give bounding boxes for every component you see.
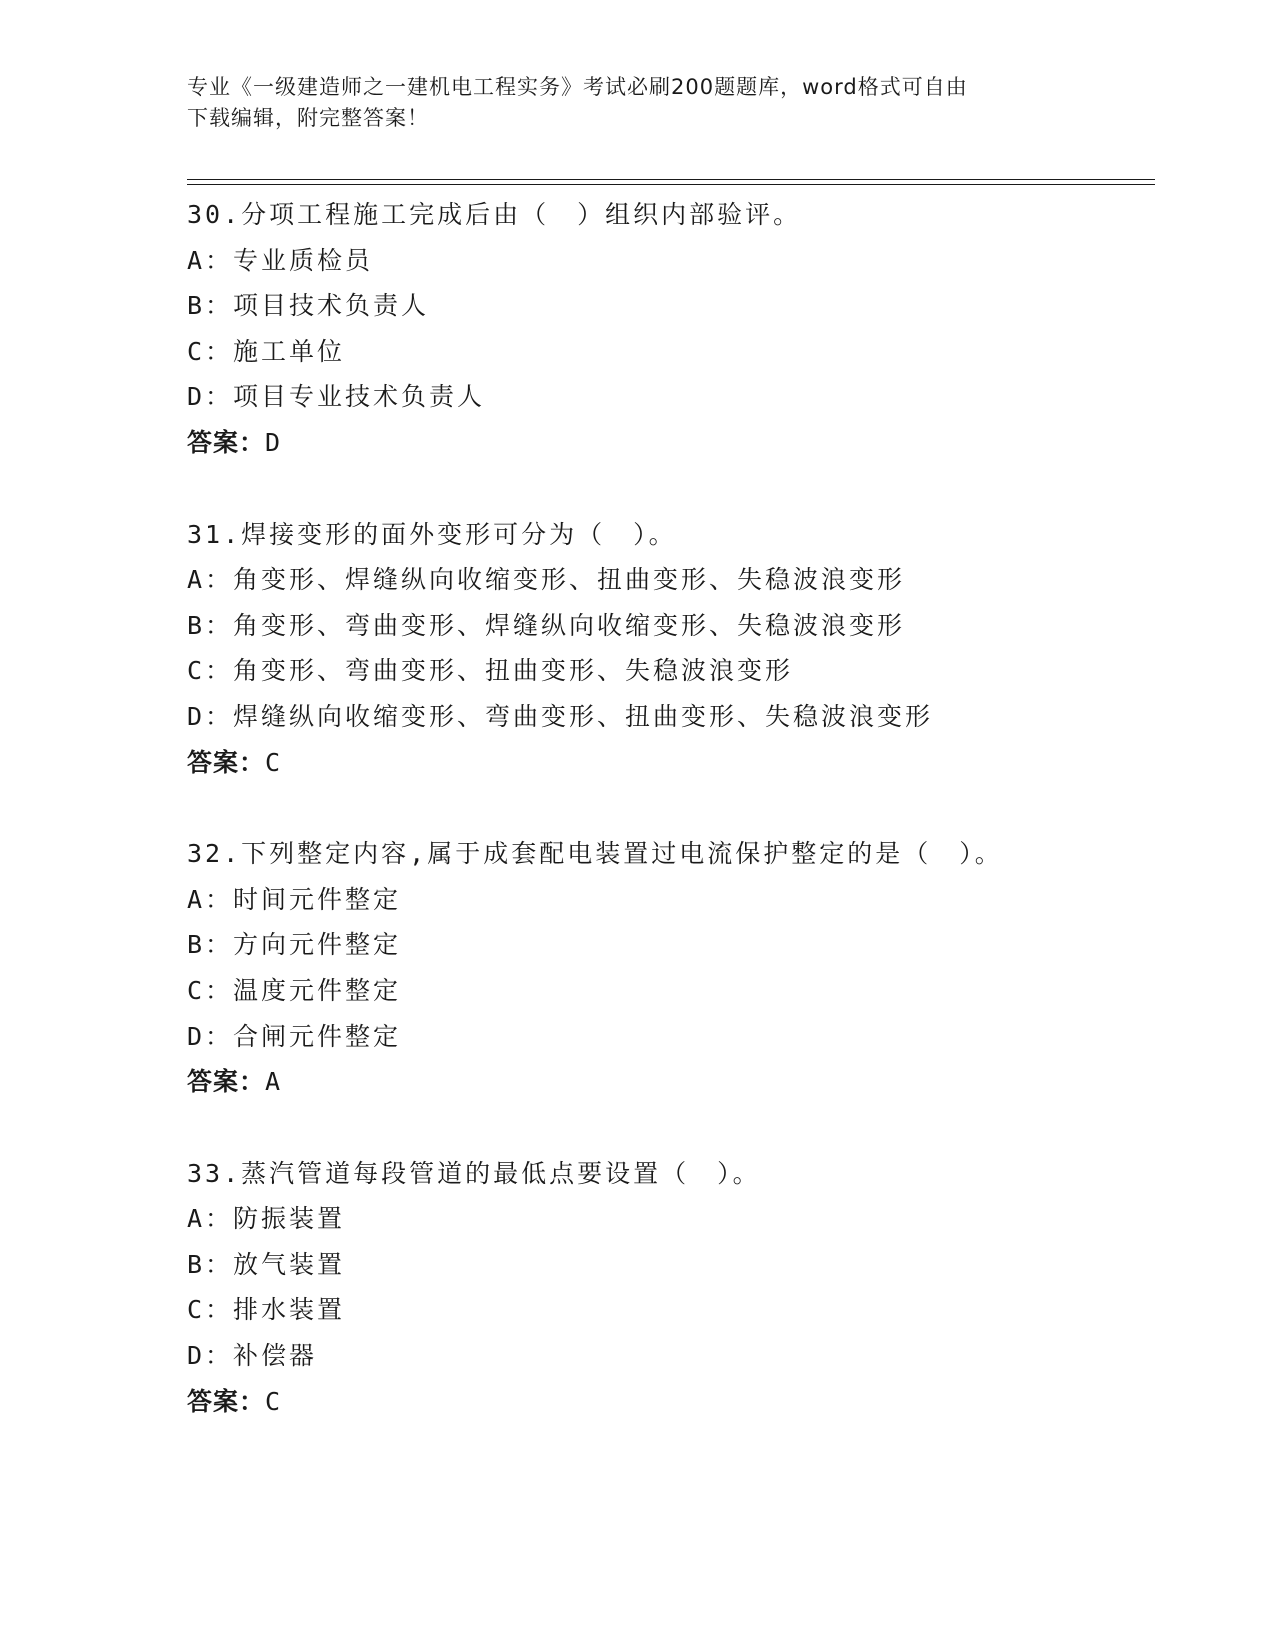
- header-line-2: 下载编辑，附完整答案！: [187, 106, 429, 130]
- option-d: D：合闸元件整定: [187, 1021, 402, 1051]
- question-stem: 30.分项工程施工完成后由（ ）组织内部验评。: [187, 200, 802, 229]
- option-b: B：方向元件整定: [187, 930, 402, 960]
- question-stem: 31.焊接变形的面外变形可分为（ ）。: [187, 519, 677, 549]
- option-d: D：项目专业技术负责人: [187, 382, 486, 412]
- option-c: C：温度元件整定: [187, 975, 402, 1005]
- option-d: D：焊缝纵向收缩变形、弯曲变形、扭曲变形、失稳波浪变形: [187, 701, 934, 731]
- option-a: A：时间元件整定: [187, 884, 402, 914]
- answer: [187, 1379, 1155, 1425]
- option-a: A：角变形、焊缝纵向收缩变形、扭曲变形、失稳波浪变形: [187, 565, 906, 595]
- answer: [187, 1059, 1155, 1105]
- option-d: D：补偿器: [187, 1341, 318, 1371]
- header-line-1: 专业《一级建造师之一建机电工程实务》考试必刷200题题库，word格式可自由: [187, 75, 968, 99]
- question-list: [187, 192, 1155, 1470]
- question-30: [187, 192, 1155, 466]
- question-stem: 32.下列整定内容,属于成套配电装置过电流保护整定的是（ ）。: [187, 839, 1003, 869]
- answer-value: D: [265, 427, 281, 457]
- option-b: B：角变形、弯曲变形、焊缝纵向收缩变形、失稳波浪变形: [187, 610, 906, 640]
- question-31: [187, 512, 1155, 786]
- question-33: [187, 1151, 1155, 1425]
- answer: [187, 740, 1155, 786]
- answer-label: 答案：: [187, 747, 266, 777]
- option-c: C：角变形、弯曲变形、扭曲变形、失稳波浪变形: [187, 656, 794, 686]
- answer-value: C: [265, 747, 281, 777]
- answer-label: 答案：: [187, 1386, 266, 1416]
- answer: [187, 420, 1155, 466]
- option-c: C：排水装置: [187, 1295, 346, 1325]
- question-stem: 33.蒸汽管道每段管道的最低点要设置（ ）。: [187, 1158, 761, 1188]
- option-b: B：放气装置: [187, 1249, 346, 1279]
- option-a: A：防振装置: [187, 1204, 346, 1234]
- option-c: C：施工单位: [187, 336, 346, 366]
- header-divider-bottom: [187, 184, 1155, 185]
- option-b: B：项目技术负责人: [187, 291, 430, 321]
- answer-value: C: [265, 1386, 281, 1416]
- document-header: [187, 72, 1067, 134]
- answer-label: 答案：: [187, 1067, 266, 1097]
- question-32: [187, 831, 1155, 1105]
- answer-label: 答案：: [187, 427, 266, 457]
- header-divider-top: [187, 179, 1155, 180]
- answer-value: A: [265, 1067, 281, 1097]
- option-a: A：专业质检员: [187, 245, 374, 275]
